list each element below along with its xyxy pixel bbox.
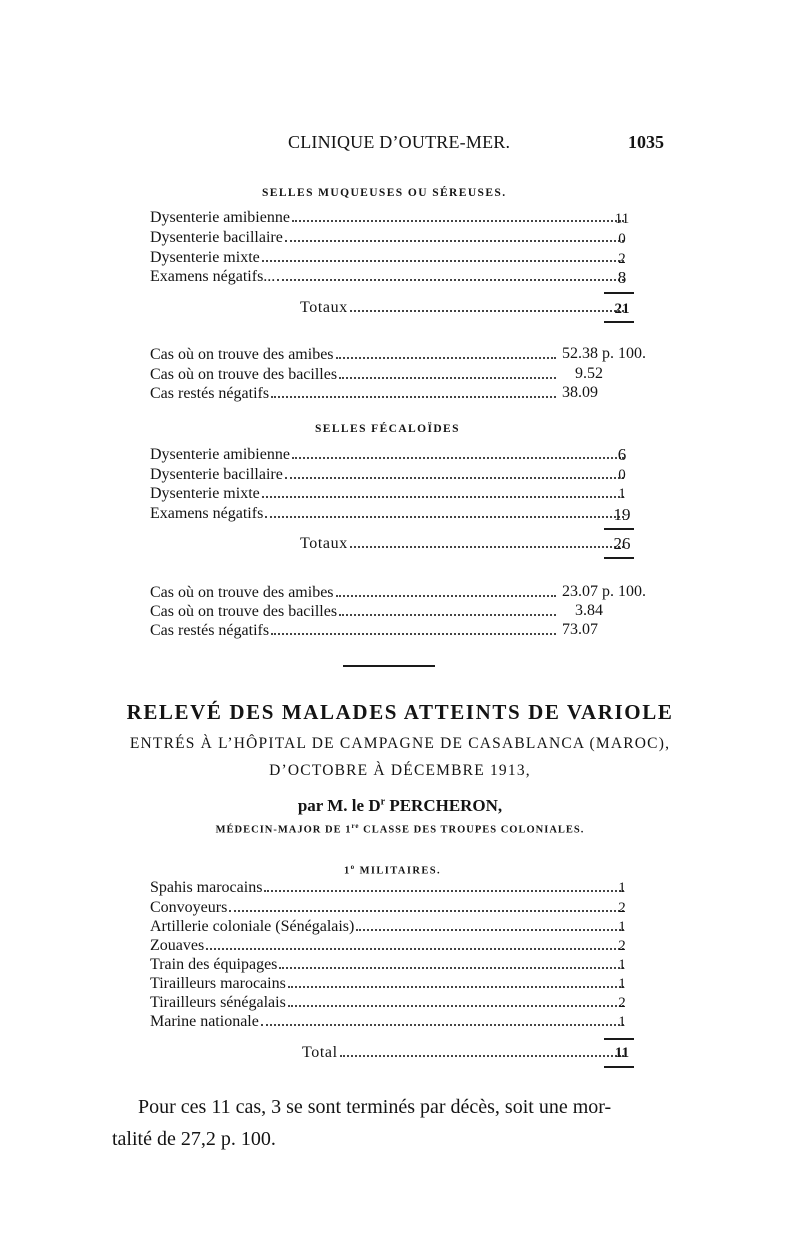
row-label: Convoyeurs xyxy=(150,899,228,916)
row-label: Cas où on trouve des amibes xyxy=(150,346,334,363)
heading-superscript: o xyxy=(350,863,356,871)
percentage-row xyxy=(150,603,560,623)
dot-leader xyxy=(340,1055,624,1057)
rank-superscript: re xyxy=(351,822,360,830)
table-row xyxy=(150,899,628,919)
dot-leader xyxy=(277,279,624,281)
row-value: 0 xyxy=(618,467,626,483)
total-row xyxy=(302,1044,628,1064)
row-label: Examens négatifs xyxy=(150,505,264,522)
heading-number: 1 xyxy=(344,865,351,877)
page-number: 1035 xyxy=(628,132,664,152)
sum-rule xyxy=(604,1038,634,1040)
total-value: 11 xyxy=(614,1045,630,1061)
row-value: 2 xyxy=(618,938,626,954)
row-label: Tirailleurs sénégalais xyxy=(150,994,286,1011)
row-label: Dysenterie bacillaire xyxy=(150,466,283,483)
row-label: Dysenterie amibienne xyxy=(150,209,290,226)
table-row xyxy=(150,229,628,249)
section-divider xyxy=(343,665,435,667)
table-row xyxy=(150,1013,628,1033)
row-label: Cas où on trouve des bacilles xyxy=(150,603,338,620)
row-value: 8 xyxy=(617,268,627,287)
dot-leader xyxy=(350,310,624,312)
row-value: 1 xyxy=(618,1014,626,1030)
dot-leader xyxy=(271,396,556,398)
table-row xyxy=(150,268,628,288)
section-heading-muqueuses: SELLES MUQUEUSES OU SÉREUSES. xyxy=(262,187,507,199)
section-heading-fecaloides: SELLES FÉCALOÏDES xyxy=(315,423,460,435)
table-row xyxy=(150,466,628,486)
dot-leader xyxy=(339,614,556,616)
dot-leader xyxy=(285,240,624,242)
row-value: 1 xyxy=(618,880,626,896)
article-byline xyxy=(0,796,800,816)
row-value: 0 xyxy=(618,231,626,247)
row-value: 2 xyxy=(618,900,626,916)
row-label: Spahis marocains xyxy=(150,879,263,896)
table-row xyxy=(150,994,628,1014)
row-label: Marine nationale xyxy=(150,1013,259,1030)
section-heading-militaires xyxy=(344,863,441,877)
row-label: Examens négatifs... xyxy=(150,268,276,285)
dot-leader xyxy=(262,496,624,498)
dot-leader xyxy=(288,1005,624,1007)
rank-prefix: MÉDECIN-MAJOR DE 1 xyxy=(215,824,352,836)
rank-suffix: CLASSE DES TROUPES COLONIALES. xyxy=(363,824,585,836)
table-row xyxy=(150,446,628,466)
conclusion-line-2: talité de 27,2 p. 100. xyxy=(112,1128,276,1150)
total-row xyxy=(300,299,628,319)
row-value: 6 xyxy=(617,445,627,464)
byline-prefix: par M. le D xyxy=(297,796,381,815)
dot-leader xyxy=(288,986,624,988)
percentage-row xyxy=(150,584,560,604)
author-rank xyxy=(0,822,800,836)
row-label: Dysenterie mixte xyxy=(150,485,260,502)
sum-rule xyxy=(604,528,634,530)
article-subtitle-line2: D’OCTOBRE À DÉCEMBRE 1913, xyxy=(269,762,531,779)
percentage-value: 23.07 p. 100. xyxy=(562,583,646,600)
dot-leader xyxy=(265,516,624,518)
table-row xyxy=(150,956,628,976)
percentage-row xyxy=(150,385,560,405)
heading-text: MILITAIRES. xyxy=(359,865,442,877)
row-value: 1 xyxy=(618,486,626,502)
row-label: Artillerie coloniale (Sénégalais) xyxy=(150,918,355,935)
conclusion-line-1: Pour ces 11 cas, 3 se sont terminés par décès, soit une mor- xyxy=(138,1096,612,1118)
running-header-title: CLINIQUE D’OUTRE-MER. xyxy=(288,132,511,152)
byline-superscript: r xyxy=(380,796,386,808)
table-row xyxy=(150,505,628,525)
dot-leader xyxy=(292,220,624,222)
table-row xyxy=(150,879,628,899)
row-value: 1 xyxy=(618,976,626,992)
total-value: 21 xyxy=(614,301,630,317)
row-label: Cas restés négatifs xyxy=(150,385,270,402)
row-value: 2 xyxy=(618,995,626,1011)
percentage-row xyxy=(150,622,560,642)
table-row xyxy=(150,249,628,269)
dot-leader xyxy=(285,477,624,479)
row-label: Dysenterie mixte xyxy=(150,249,260,266)
article-title: RELEVÉ DES MALADES ATTEINTS DE VARIOLE xyxy=(126,700,674,724)
total-row xyxy=(300,535,628,555)
row-value: 11 xyxy=(614,211,630,227)
dot-leader xyxy=(264,890,624,892)
total-label: Total xyxy=(302,1044,338,1061)
total-underline xyxy=(604,1066,634,1068)
row-value: 2 xyxy=(618,251,626,267)
row-value: 1 xyxy=(618,919,626,935)
dot-leader xyxy=(292,457,624,459)
dot-leader xyxy=(279,967,624,969)
dot-leader xyxy=(229,910,624,912)
row-label: Dysenterie bacillaire xyxy=(150,229,283,246)
article-subtitle-line1: ENTRÉS À L’HÔPITAL DE CAMPAGNE DE CASABLANCA (MAROC), xyxy=(129,735,671,752)
percentage-row xyxy=(150,346,560,366)
row-value: 19 xyxy=(613,505,631,524)
table-row xyxy=(150,485,628,505)
row-label: Dysenterie amibienne xyxy=(150,446,290,463)
row-label: Zouaves xyxy=(150,937,205,954)
dot-leader xyxy=(261,1024,624,1026)
percentage-value: 3.84 xyxy=(575,602,603,619)
percentage-row xyxy=(150,366,560,386)
byline-author: PERCHERON, xyxy=(389,796,503,815)
dot-leader xyxy=(206,948,624,950)
total-underline xyxy=(604,557,634,559)
row-value: 1 xyxy=(618,957,626,973)
dot-leader xyxy=(356,929,624,931)
row-label: Cas restés négatifs xyxy=(150,622,270,639)
table-row xyxy=(150,937,628,957)
table-row xyxy=(150,209,628,229)
dot-leader xyxy=(339,377,556,379)
row-label: Cas où on trouve des amibes xyxy=(150,584,334,601)
dot-leader xyxy=(336,595,556,597)
dot-leader xyxy=(350,546,624,548)
percentage-value: 38.09 xyxy=(562,384,598,401)
row-label: Train des équipages xyxy=(150,956,278,973)
row-label: Tirailleurs marocains xyxy=(150,975,286,992)
total-value: 26 xyxy=(613,534,631,553)
dot-leader xyxy=(336,357,556,359)
row-label: Cas où on trouve des bacilles xyxy=(150,366,338,383)
total-label: Totaux xyxy=(300,299,348,316)
total-label: Totaux xyxy=(300,535,348,552)
dot-leader xyxy=(262,260,624,262)
total-underline xyxy=(604,321,634,323)
percentage-value: 73.07 xyxy=(562,621,598,638)
table-row xyxy=(150,975,628,995)
percentage-value: 9.52 xyxy=(575,365,603,382)
sum-rule xyxy=(604,292,634,294)
table-row xyxy=(150,918,628,938)
dot-leader xyxy=(271,633,556,635)
percentage-value: 52.38 p. 100. xyxy=(562,345,646,362)
